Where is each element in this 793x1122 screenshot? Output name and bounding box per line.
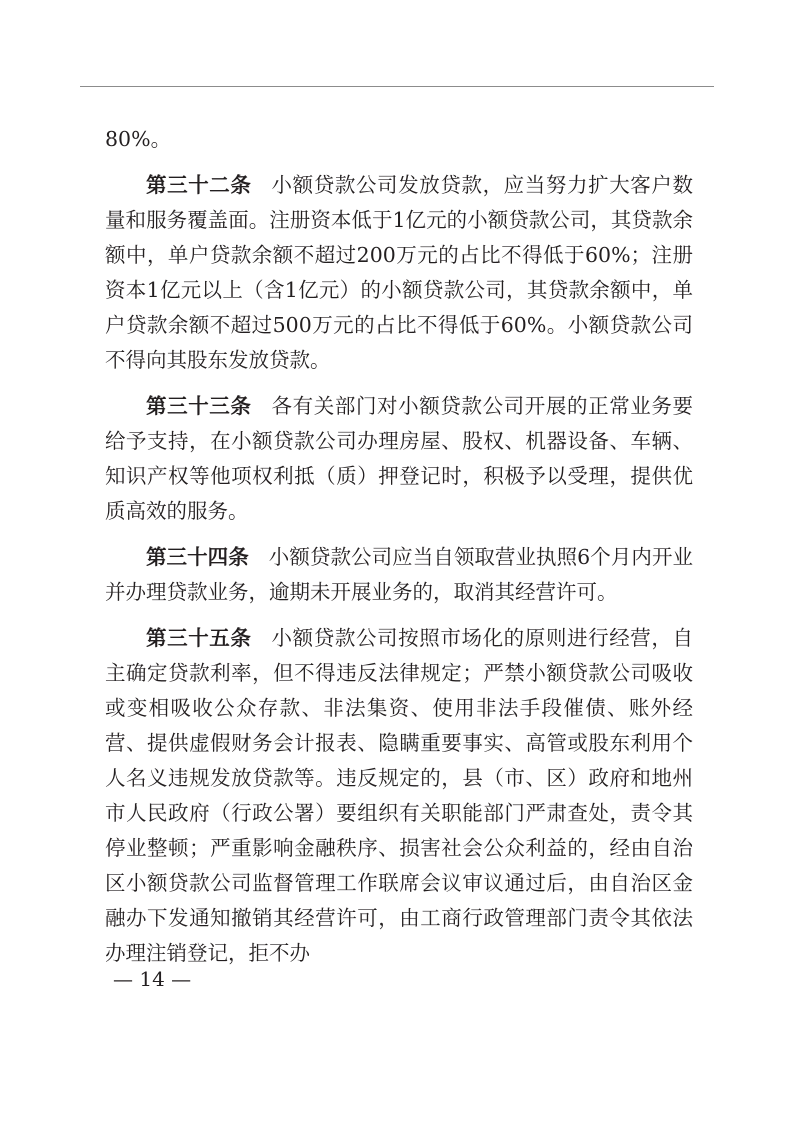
article-title: 第三十二条 <box>146 173 252 197</box>
article-title: 第三十四条 <box>146 545 249 569</box>
article-title: 第三十三条 <box>146 394 252 418</box>
header-rule <box>80 86 714 87</box>
paragraph-continuation <box>105 122 693 157</box>
article-title: 第三十五条 <box>146 626 252 650</box>
article-35 <box>105 621 693 971</box>
article-text: 小额贷款公司应当自领取营业执照6个月内开业并办理贷款业务，逾期未开展业务的，取消其经营许可。 <box>105 545 694 604</box>
article-text: 各有关部门对小额贷款公司开展的正常业务要给予支持，在小额贷款公司办理房屋、股权、机器设备、车辆、知识产权等他项权利抵（质）押登记时，积极予以受理，提供优质高效的服务。 <box>105 394 694 523</box>
article-text: 小额贷款公司按照市场化的原则进行经营，自主确定贷款利率，但不得违反法律规定；严禁小额贷款公司吸收或变相吸收公众存款、非法集资、使用非法手段催债、账外经营、提供虚假财务会计报表、隐瞒重要事实、高管或股东利用个人名义违规发放贷款等。违反规定的，县（市、区）政府和地州市人民政府（行政公署）要组织有关职能部门严肃查处，责令其停业整顿；严重影响金融秩序、损害社会公众利益的，经由自治区小额贷款公司监督管理工作联席会议审议通过后，由自治区金融办下发通知撤销其经营许可，由工商行政管理部门责令其依法办理注销登记，拒不办 <box>105 626 694 965</box>
page-number: — 14 — <box>113 967 192 991</box>
paragraph-text: 80%。 <box>105 127 172 151</box>
document-body <box>105 122 693 982</box>
article-34 <box>105 540 693 610</box>
article-32 <box>105 168 693 378</box>
article-text: 小额贷款公司发放贷款，应当努力扩大客户数量和服务覆盖面。注册资本低于1亿元的小额贷款公司，其贷款余额中，单户贷款余额不超过200万元的占比不得低于60%；注册资本1亿元以上（含1亿元）的小额贷款公司，其贷款余额中，单户贷款余额不超过500万元的占比不得低于60%。小额贷款公司不得向其股东发放贷款。 <box>105 173 694 372</box>
article-33 <box>105 389 693 529</box>
